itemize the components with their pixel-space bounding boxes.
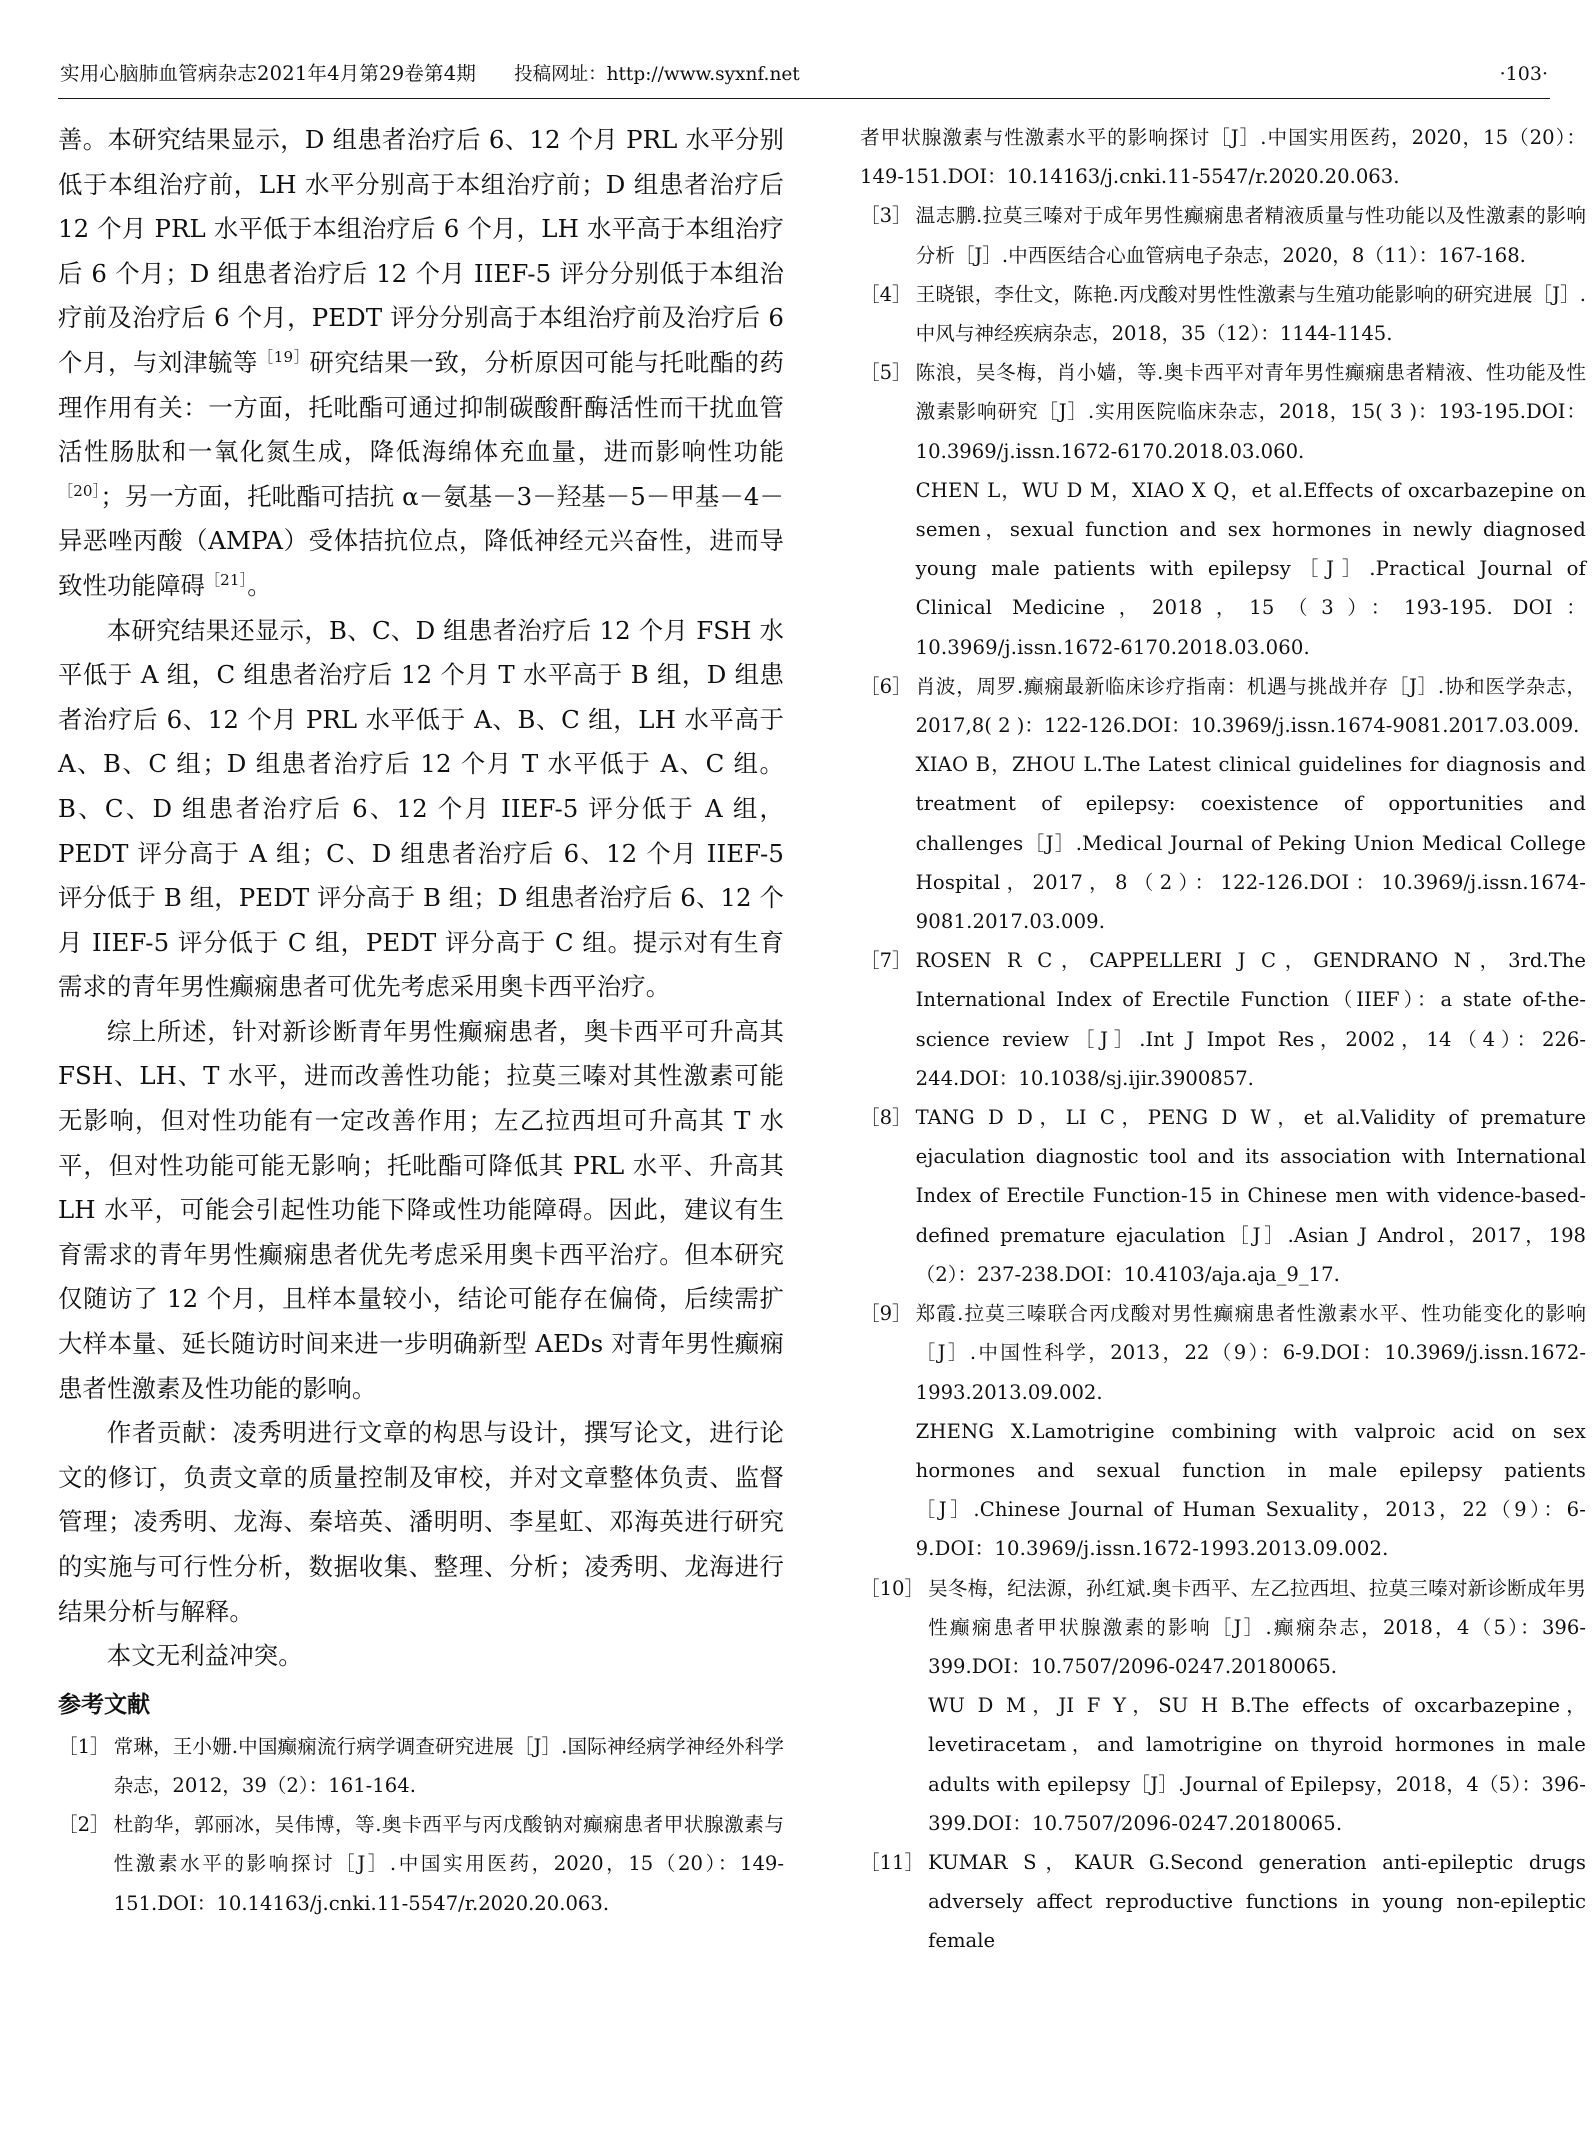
reference-item [860,1843,1586,1961]
reference-text-cn: 肖波，周罗.癫痫最新临床诊疗指南：机遇与挑战并存［J］.协和医学杂志，2017,8( 2 )：122-126.DOI：10.3969/j.issn.1674-9081.2017.03.009. [915,674,1586,738]
reference-text: 常琳，王小姗.中国癫痫流行病学调查研究进展［J］.国际神经病学神经外科学杂志，2012，39（2）：161-164. [113,1734,784,1797]
reference-text: 温志鹏.拉莫三嗪对于成年男性癫痫患者精液质量与性功能以及性激素的影响分析［J］.中西医结合心血管病电子杂志，2020，8（11）：167-168. [915,204,1586,267]
journal-title: 实用心脑肺血管病杂志2021年4月第29卷第4期 [60,62,477,85]
reference-text: 杜韵华，郭丽冰，吴伟博，等.奥卡西平与丙戊酸钠对癫痫患者甲状腺激素与性激素水平的影响探讨［J］.中国实用医药，2020，15（20）：149-151.DOI：10.14163/j.cnki.11-5547/r.2020.20.063. [113,1813,784,1915]
reference-list-right [860,118,1586,1961]
reference-number: ［6］ [860,674,912,698]
reference-number: ［9］ [860,1302,912,1326]
reference-text: 王晓银，李仕文，陈艳.丙戊酸对男性性激素与生殖功能影响的研究进展［J］.中风与神经疾病杂志，2018，35（12）：1144-1145. [915,282,1586,346]
reference-item [860,196,1586,274]
reference-text [916,667,1586,941]
citation-marker: ［19］ [258,347,310,366]
author-contributions-paragraph: 作者贡献：凌秀明进行文章的构思与设计，撰写论文，进行论文的修订，负责文章的质量控制及审校，并对文章整体负责、监督管理；凌秀明、龙海、秦培英、潘明明、李星虹、邓海英进行研究的实施与可行性分析，数据收集、整理、分析；凌秀明、龙海进行结果分析与解释。 [58,1418,784,1626]
reference-number: ［11］ [860,1850,925,1874]
reference-text-en: ZHENG X.Lamotrigine combining with valproic acid on sex hormones and sexual function in male epilepsy patients［J］.Chinese Journal of Human Sexuality，2013，22（9）：6-9.DOI：10.3969/j.issn.1672-1993.2013.09.002. [915,1419,1586,1561]
reference-number: ［4］ [860,282,912,306]
reference-item [58,1805,784,1923]
reference-number: ［8］ [860,1106,912,1130]
reference-text: 者甲状腺激素与性激素水平的影响探讨［J］.中国实用医药，2020，15（20）：149-151.DOI：10.14163/j.cnki.11-5547/r.2020.20.063. [860,126,1586,189]
reference-item [860,353,1586,667]
reference-text: KUMAR S，KAUR G.Second generation anti-epileptic drugs adversely affect reproductive functions in young non-epileptic female [928,1850,1586,1953]
running-head [60,58,1548,92]
reference-number: ［10］ [860,1576,925,1600]
reference-text-en: WU D M，JI F Y，SU H B.The effects of oxcarbazepine，levetiracetam，and lamotrigine on thyroid hormones in male adults with epilepsy［J］.Journal of Epilepsy，2018，4（5）：396-399.DOI：10.7507/2096-0247.20180065. [928,1694,1586,1835]
reference-item [860,941,1586,1098]
reference-item-2-cont [860,118,1586,196]
reference-item [860,1569,1586,1843]
header-rule [58,98,1550,99]
reference-item [860,275,1586,353]
reference-number: ［3］ [860,204,912,228]
page-number: ·103· [1499,63,1548,85]
reference-number: ［7］ [860,949,912,973]
reference-number: ［5］ [860,361,912,385]
body-paragraph-1: 善。本研究结果显示，D 组患者治疗后 6、12 个月 PRL 水平分别低于本组治疗前，LH 水平分别高于本组治疗前；D 组患者治疗后 12 个月 PRL 水平低于本组治疗后 6 个月，LH 水平高于本组治疗后 6 个月；D 组患者治疗后 12 个月 IIEF-5 评分分别低于本组治疗前及治疗后 6 个月，PEDT 评分分别高于本组治疗前及治疗后 6 个月，与刘津毓等$^{[19]}$研究结果一致，分析原因可能与托吡酯的药理作用有关：一方面，托吡酯可通过抑制碳酸酐酶活性而干扰血管活性肠肽和一氧化氮生成，降低海绵体充血量，进而影响性功能$^{[20]}$；另一方面，托吡酯可拮抗 α－氨基－3－羟基－5－甲基－4－异恶唑丙酸（AMPA）受体拮抗位点，降低神经元兴奋性，进而导致性功能障碍$^{[21]}$。 [58,125,784,600]
references-heading: 参考文献 [58,1690,150,1718]
reference-text: TANG D D，LI C，PENG D W，et al.Validity of premature ejaculation diagnostic tool and its association with International Index of Erectile Function-15 in Chinese men with vidence-based-defined premature ejaculation［J］.Asian J Androl，2017，198（2）：237-238.DOI：10.4103/aja.aja_9_17. [915,1106,1586,1286]
reference-text: ROSEN R C，CAPPELLERI J C，GENDRANO N，3rd.The International Index of Erectile Function（IIEF）：a state of-the-science review［J］.Int J Impot Res，2002，14（4）：226-244.DOI：10.1038/sj.ijir.3900857. [915,949,1586,1090]
reference-number: ［1］ [58,1734,110,1758]
two-column-layout [58,118,1586,2127]
reference-text [916,353,1586,667]
reference-text-en: CHEN L，WU D M，XIAO X Q，et al.Effects of oxcarbazepine on semen，sexual function and sex hormones in newly diagnosed young male patients with epilepsy［J］.Practical Journal of Clinical Medicine，2018，15（3）：193-195. DOI：10.3969/j.issn.1672-6170.2018.03.060. [915,478,1586,659]
reference-item [860,667,1586,941]
reference-number: ［2］ [58,1813,110,1837]
right-column [860,118,1586,2127]
reference-text [916,1294,1586,1568]
reference-item [860,1294,1586,1568]
citation-marker: ［20］ [58,481,101,500]
reference-list-left [58,1727,784,1923]
reference-item [58,1727,784,1805]
citation-marker: ［21］ [204,570,248,589]
journal-website: 投稿网址：http://www.syxnf.net [514,64,800,85]
left-column [58,118,784,2127]
body-paragraph-2: 本研究结果还显示，B、C、D 组患者治疗后 12 个月 FSH 水平低于 A 组，C 组患者治疗后 12 个月 T 水平高于 B 组，D 组患者治疗后 6、12 个月 PRL 水平低于 A、B、C 组，LH 水平高于 A、B、C 组；D 组患者治疗后 12 个月 T 水平低于 A、C 组。B、C、D 组患者治疗后 6、12 个月 IIEF-5 评分低于 A 组，PEDT 评分高于 A 组；C、D 组患者治疗后 6、12 个月 IIEF-5 评分低于 B 组，PEDT 评分高于 B 组；D 组患者治疗后 6、12 个月 IIEF-5 评分低于 C 组，PEDT 评分高于 C 组。提示对有生育需求的青年男性癫痫患者可优先考虑采用奥卡西平治疗。 [58,615,784,1002]
reference-item [860,1098,1586,1294]
reference-text-en: XIAO B，ZHOU L.The Latest clinical guidelines for diagnosis and treatment of epilepsy: coexistence of opportunities and challenges［J］.Medical Journal of Peking Union Medical College Hospital，2017，8（2）：122-126.DOI：10.3969/j.issn.1674-9081.2017.03.009. [915,753,1586,934]
reference-text [928,1569,1586,1843]
reference-text-cn: 吴冬梅，纪法源，孙红斌.奥卡西平、左乙拉西坦、拉莫三嗪对新诊断成年男性癫痫患者甲状腺激素的影响［J］.癫痫杂志，2018，4（5）：396-399.DOI：10.7507/2096-0247.20180065. [928,1576,1586,1678]
reference-text-cn: 陈浪，吴冬梅，肖小嫱，等.奥卡西平对青年男性癫痫患者精液、性功能及性激素影响研究［J］.实用医院临床杂志，2018，15( 3 )：193-195.DOI：10.3969/j.issn.1672-6170.2018.03.060. [915,361,1586,463]
reference-text-cn: 郑霞.拉莫三嗪联合丙戊酸对男性癫痫患者性激素水平、性功能变化的影响［J］.中国性科学，2013，22（9）：6-9.DOI：10.3969/j.issn.1672-1993.2013.09.002. [915,1302,1586,1404]
body-paragraph-3: 综上所述，针对新诊断青年男性癫痫患者，奥卡西平可升高其 FSH、LH、T 水平，进而改善性功能；拉莫三嗪对其性激素可能无影响，但对性功能有一定改善作用；左乙拉西坦可升高其 T 水平，但对性功能可能无影响；托吡酯可降低其 PRL 水平、升高其 LH 水平，可能会引起性功能下降或性功能障碍。因此，建议有生育需求的青年男性癫痫患者优先考虑采用奥卡西平治疗。但本研究仅随访了 12 个月，且样本量较小，结论可能存在偏倚，后续需扩大样本量、延长随访时间来进一步明确新型 AEDs 对青年男性癫痫患者性激素及性功能的影响。 [58,1016,784,1403]
conflict-of-interest-paragraph: 本文无利益冲突。 [106,1641,303,1671]
